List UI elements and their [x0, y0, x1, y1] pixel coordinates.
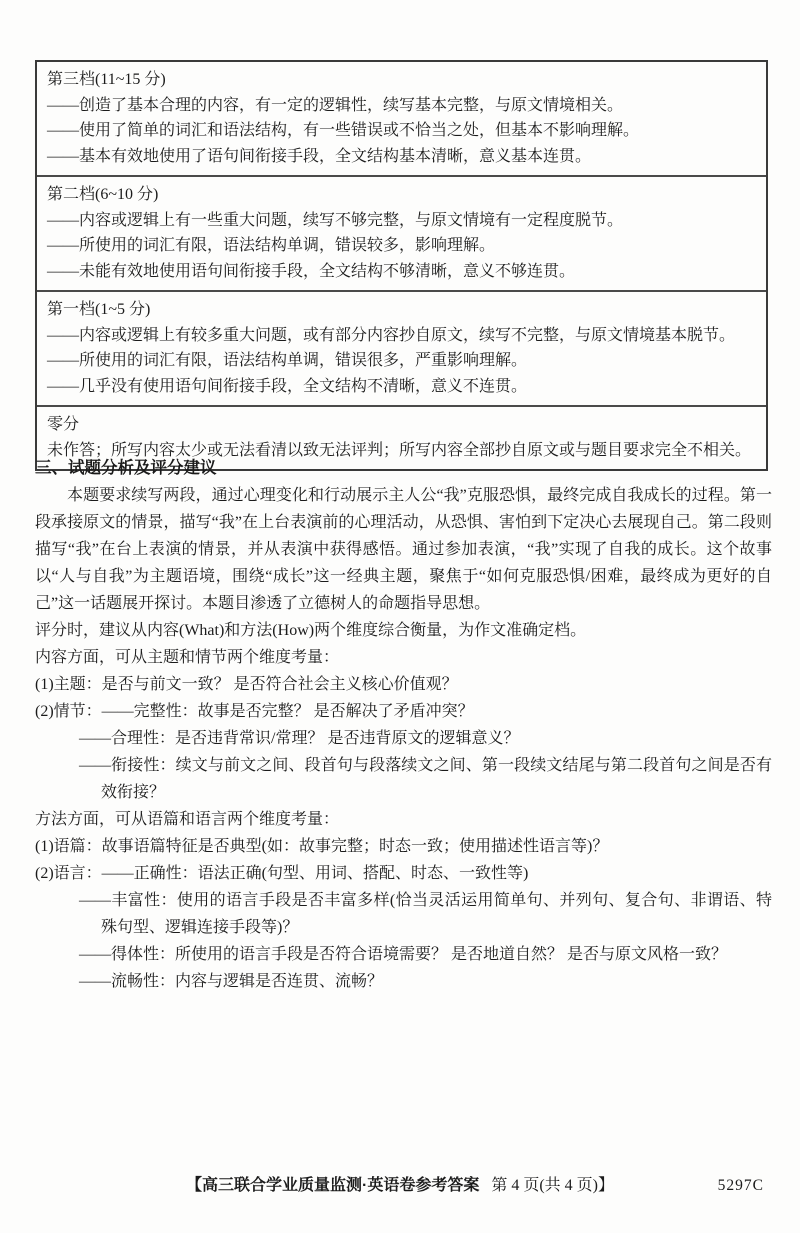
band-title: 第一档(1~5 分) — [47, 301, 151, 318]
band-criterion: ——使用了简单的词汇和语法结构，有一些错误或不恰当之处，但基本不影响理解。 — [47, 122, 640, 139]
analysis-line-scoring: 评分时，建议从内容(What)和方法(How)两个维度综合衡量，为作文准确定档。 — [35, 622, 587, 639]
footer-paper-code: 5297C — [717, 1177, 764, 1194]
analysis-line-richness: ——丰富性：使用的语言手段是否丰富多样(恰当灵活运用简单句、并列句、复合句、非谓语、特殊句型、逻辑连接手段等)？ — [79, 892, 772, 936]
band-criterion: ——未能有效地使用语句间衔接手段，全文结构不够清晰，意义不够连贯。 — [47, 262, 576, 280]
analysis-line-reasonableness: ——合理性：是否违背常识/常理？ 是否违背原文的逻辑意义？ — [79, 730, 520, 747]
analysis-line-fluency: ——流畅性：内容与逻辑是否连贯、流畅？ — [79, 973, 384, 990]
analysis-line-content-intro: 内容方面，可从主题和情节两个维度考量： — [35, 649, 340, 666]
analysis-line-plot: (2)情节：——完整性：故事是否完整？ 是否解决了矛盾冲突？ — [35, 703, 474, 720]
rubric-band-3 — [37, 62, 766, 175]
band-criterion: ——所使用的词汇有限，语法结构单调，错误很多，严重影响理解。 — [47, 352, 528, 369]
band-criterion: ——基本有效地使用了语句间衔接手段，全文结构基本清晰，意义基本连贯。 — [47, 147, 592, 165]
rubric-band-2 — [37, 175, 766, 290]
footer-exam-title: 【高三联合学业质量监测·英语卷参考答案 — [185, 1177, 480, 1194]
page-footer — [0, 1172, 800, 1200]
band-criterion: ——所使用的词汇有限，语法结构单调，错误较多，影响理解。 — [47, 237, 496, 254]
band-criterion: ——内容或逻辑上有一些重大问题，续写不够完整，与原文情境有一定程度脱节。 — [47, 211, 624, 229]
analysis-line-method-intro: 方法方面，可从语篇和语言两个维度考量： — [35, 811, 340, 828]
band-title: 第三档(11~15 分) — [47, 71, 166, 88]
analysis-section — [35, 455, 772, 995]
analysis-line-discourse: (1)语篇：故事语篇特征是否典型(如：故事完整；时态一致；使用描述性语言等)？ — [35, 838, 609, 855]
footer-page-number: 第 4 页(共 4 页)】 — [491, 1177, 614, 1194]
analysis-line-language: (2)语言：——正确性：语法正确(句型、用词、搭配、时态、一致性等) — [35, 865, 529, 882]
band-title: 零分 — [47, 416, 80, 433]
rubric-band-1 — [37, 290, 766, 405]
rubric-table — [35, 60, 768, 471]
analysis-intro-paragraph: 本题要求续写两段，通过心理变化和行动展示主人公“我”克服恐惧，最终完成自我成长的过程。第一段承接原文的情景，描写“我”在上台表演前的心理活动，从恐惧、害怕到下定决心去展现自己。第二段则描写“我”在台上表演的情景，并从表演中获得感悟。通过参加表演，“我”实现了自我的成长。这个故事以“人与自我”为主题语境，围绕“成长”这一经典主题，聚焦于“如何克服恐惧/困难，最终成为更好的自己”这一话题展开探讨。本题目渗透了立德树人的命题指导思想。 — [35, 487, 772, 612]
analysis-line-appropriateness: ——得体性：所使用的语言手段是否符合语境需要？ 是否地道自然？ 是否与原文风格一致？ — [79, 946, 728, 963]
footer-center-text — [0, 1172, 800, 1200]
band-title: 第二档(6~10 分) — [47, 186, 159, 203]
band-criterion: 未作答；所写内容太少或无法看清以致无法评判；所写内容全部抄自原文或与题目要求完全不相关。 — [47, 441, 752, 459]
analysis-line-cohesion: ——衔接性：续文与前文之间、段首句与段落续文之间、第一段续文结尾与第二段首句之间是否有效衔接？ — [79, 757, 772, 801]
band-criterion: ——创造了基本合理的内容，有一定的逻辑性，续写基本完整，与原文情境相关。 — [47, 96, 624, 114]
band-criterion: ——几乎没有使用语句间衔接手段，全文结构不清晰，意义不连贯。 — [47, 377, 528, 395]
section-heading: 三、试题分析及评分建议 — [35, 459, 217, 477]
analysis-line-theme: (1)主题：是否与前文一致？ 是否符合社会主义核心价值观？ — [35, 676, 458, 693]
band-criterion: ——内容或逻辑上有较多重大问题，或有部分内容抄自原文，续写不完整，与原文情境基本脱节。 — [47, 326, 736, 344]
